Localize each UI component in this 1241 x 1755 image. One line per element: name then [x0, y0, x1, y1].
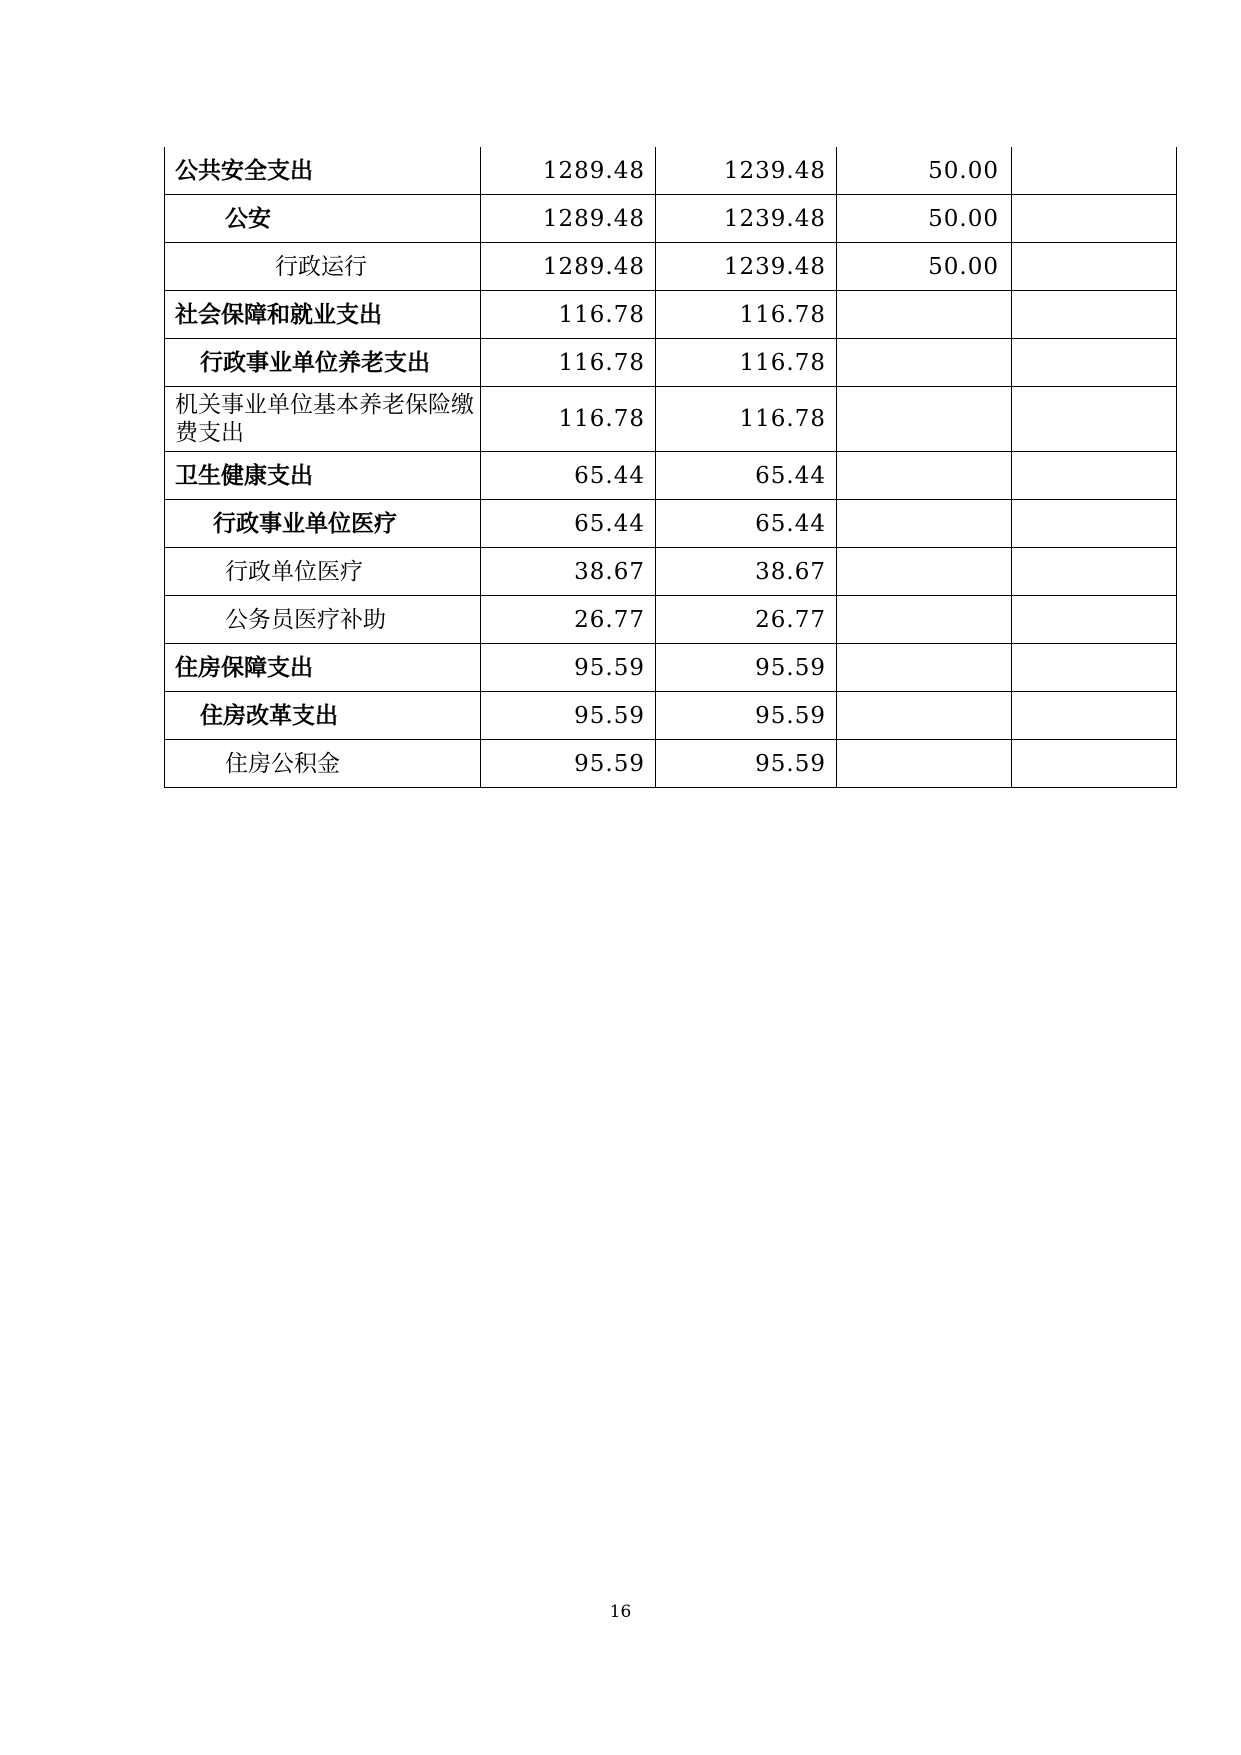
- row-other-value: [1012, 291, 1177, 339]
- row-category-name: 社会保障和就业支出: [165, 291, 481, 339]
- row-basic-value: 1239.48: [656, 243, 837, 291]
- row-total-value: 1289.48: [481, 243, 656, 291]
- row-basic-value: 95.59: [656, 740, 837, 788]
- row-basic-value: 38.67: [656, 548, 837, 596]
- row-total-value: 116.78: [481, 387, 656, 452]
- table-row: [165, 596, 1177, 644]
- row-project-value: [837, 452, 1012, 500]
- table-row: [165, 740, 1177, 788]
- page-number: 16: [609, 1602, 632, 1622]
- row-total-value: 95.59: [481, 740, 656, 788]
- table-row: [165, 644, 1177, 692]
- row-total-value: 65.44: [481, 500, 656, 548]
- row-basic-value: 116.78: [656, 339, 837, 387]
- row-other-value: [1012, 692, 1177, 740]
- row-category-name: 行政事业单位养老支出: [165, 339, 481, 387]
- row-basic-value: 116.78: [656, 291, 837, 339]
- row-project-value: 50.00: [837, 243, 1012, 291]
- row-total-value: 38.67: [481, 548, 656, 596]
- row-other-value: [1012, 596, 1177, 644]
- row-other-value: [1012, 243, 1177, 291]
- row-basic-value: 95.59: [656, 644, 837, 692]
- table-row: [165, 387, 1177, 452]
- row-project-value: 50.00: [837, 147, 1012, 195]
- table-row: [165, 692, 1177, 740]
- row-project-value: [837, 387, 1012, 452]
- table-row: [165, 452, 1177, 500]
- row-other-value: [1012, 548, 1177, 596]
- table-row: [165, 195, 1177, 243]
- table-row: [165, 291, 1177, 339]
- row-basic-value: 65.44: [656, 500, 837, 548]
- row-category-name: 卫生健康支出: [165, 452, 481, 500]
- row-category-name: 住房公积金: [165, 740, 481, 788]
- row-category-name: 住房改革支出: [165, 692, 481, 740]
- row-total-value: 116.78: [481, 339, 656, 387]
- row-project-value: [837, 596, 1012, 644]
- row-project-value: [837, 692, 1012, 740]
- table-row: [165, 500, 1177, 548]
- row-total-value: 26.77: [481, 596, 656, 644]
- row-total-value: 95.59: [481, 692, 656, 740]
- row-project-value: [837, 291, 1012, 339]
- row-basic-value: 1239.48: [656, 195, 837, 243]
- row-category-name: 行政运行: [165, 243, 481, 291]
- row-other-value: [1012, 195, 1177, 243]
- row-other-value: [1012, 147, 1177, 195]
- table-row: [165, 147, 1177, 195]
- row-project-value: [837, 740, 1012, 788]
- row-total-value: 65.44: [481, 452, 656, 500]
- row-category-name: 机关事业单位基本养老保险缴费支出: [165, 387, 481, 452]
- row-total-value: 1289.48: [481, 147, 656, 195]
- row-other-value: [1012, 500, 1177, 548]
- table-row: [165, 243, 1177, 291]
- row-total-value: 1289.48: [481, 195, 656, 243]
- row-category-name: 公共安全支出: [165, 147, 481, 195]
- row-basic-value: 26.77: [656, 596, 837, 644]
- row-other-value: [1012, 452, 1177, 500]
- row-other-value: [1012, 339, 1177, 387]
- row-project-value: [837, 500, 1012, 548]
- row-total-value: 95.59: [481, 644, 656, 692]
- row-basic-value: 1239.48: [656, 147, 837, 195]
- expenditure-table-body: [165, 147, 1177, 788]
- row-project-value: [837, 548, 1012, 596]
- row-basic-value: 65.44: [656, 452, 837, 500]
- table-row: [165, 548, 1177, 596]
- row-category-name: 行政单位医疗: [165, 548, 481, 596]
- table-row: [165, 339, 1177, 387]
- row-category-name: 公务员医疗补助: [165, 596, 481, 644]
- row-other-value: [1012, 387, 1177, 452]
- row-other-value: [1012, 644, 1177, 692]
- row-category-name: 公安: [165, 195, 481, 243]
- row-basic-value: 95.59: [656, 692, 837, 740]
- row-project-value: 50.00: [837, 195, 1012, 243]
- row-project-value: [837, 644, 1012, 692]
- row-other-value: [1012, 740, 1177, 788]
- row-category-name: 行政事业单位医疗: [165, 500, 481, 548]
- row-basic-value: 116.78: [656, 387, 837, 452]
- row-project-value: [837, 339, 1012, 387]
- row-total-value: 116.78: [481, 291, 656, 339]
- row-category-name: 住房保障支出: [165, 644, 481, 692]
- expenditure-table: [164, 147, 1177, 788]
